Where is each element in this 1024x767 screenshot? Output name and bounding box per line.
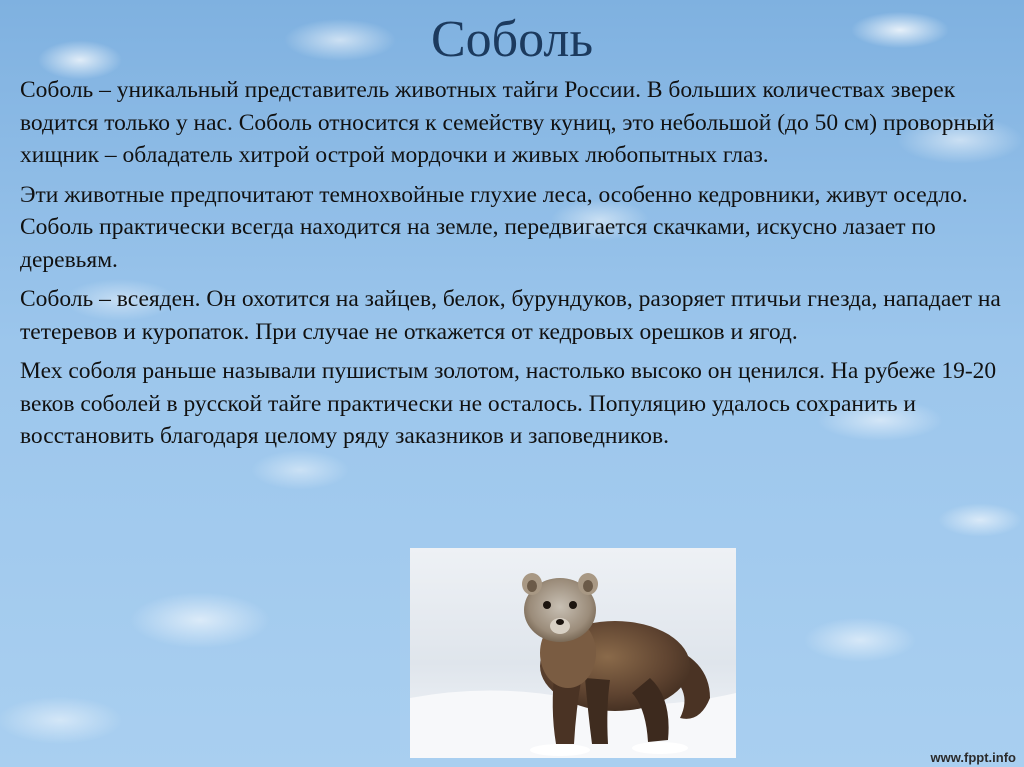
paragraph-fur: Мех соболя раньше называли пушистым золотом, настолько высоко он ценился. На рубеже 19-20 веков соболей в русской тайге практически не осталось. Популяцию удалось сохранить и восстановить благодаря целому ряду заказников и заповедников.	[20, 358, 997, 449]
watermark-text: www.fppt.info	[930, 750, 1016, 765]
paragraph-diet: Соболь – всеяден. Он охотится на зайцев, белок, бурундуков, разоряет птичьи гнезда, нападает на тетеревов и куропаток. При случае не откажется от кедровых орешков и ягод.	[20, 286, 1001, 345]
slide-title: Соболь	[430, 11, 594, 68]
slide-body	[20, 74, 1010, 460]
paragraph-habitat: Эти животные предпочитают темнохвойные глухие леса, особенно кедровники, живут оседло. Соболь практически всегда находится на земле, передвигается скачками, искусно лазает по деревьям.	[20, 181, 968, 273]
paragraph-intro: Соболь – уникальный представитель животных тайги России. В больших количествах зверек водится только у нас. Соболь относится к семейству куниц, это небольшой (до 50 см) проворный хищник – обладатель хитрой острой мордочки и живых любопытных глаз.	[20, 77, 995, 168]
sable-illustration	[410, 548, 736, 758]
sable-photo	[410, 548, 736, 758]
